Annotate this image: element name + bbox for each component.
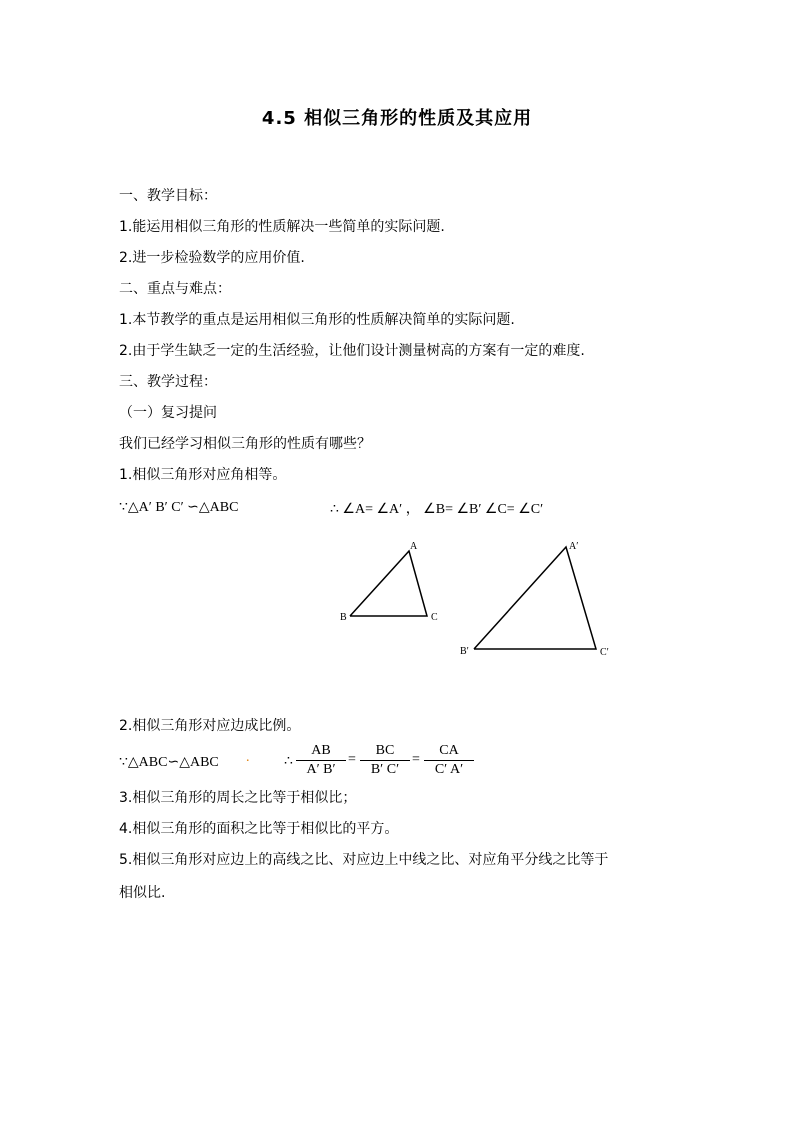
equals-1: = xyxy=(348,752,356,767)
property-2-given: ∵△ABC∽△ABC xyxy=(119,755,219,770)
large-triangle-label-a: A′ xyxy=(569,541,579,552)
equals-2: = xyxy=(412,752,420,767)
ratio-ca-denominator: C′ A′ xyxy=(434,762,464,777)
ratio-bc xyxy=(360,742,410,779)
ratio-bc-denominator: B′ C′ xyxy=(370,762,400,777)
section-heading-key-points: 二、重点与难点： xyxy=(119,281,231,297)
subsection-review: （一）复习提问 xyxy=(119,405,217,421)
key-point-2: 2.由于学生缺乏一定的生活经验，让他们设计测量树高的方案有一定的难度. xyxy=(119,343,585,359)
ratio-bc-numerator: BC xyxy=(360,742,410,761)
page-title: 4.5 相似三角形的性质及其应用 xyxy=(261,108,533,129)
large-triangle xyxy=(474,547,596,649)
small-triangle-label-c: C xyxy=(431,612,438,623)
small-triangle xyxy=(350,551,427,616)
ratio-ca xyxy=(424,742,474,779)
property-4: 4.相似三角形的面积之比等于相似比的平方。 xyxy=(119,821,399,837)
property-2: 2.相似三角形对应边成比例。 xyxy=(119,718,301,734)
section-heading-objectives: 一、教学目标： xyxy=(119,188,217,204)
ratio-ca-numerator: CA xyxy=(424,742,474,761)
property-5-line-1: 5.相似三角形对应边上的高线之比、对应边上中线之比、对应角平分线之比等于 xyxy=(119,852,609,868)
objective-2: 2.进一步检验数学的应用价值. xyxy=(119,250,305,266)
section-heading-process: 三、教学过程： xyxy=(119,374,217,390)
small-triangle-label-a: A xyxy=(410,541,418,552)
property-1-conclusion: ∴ ∠A= ∠A′ ， ∠B= ∠B′ ∠C= ∠C′ xyxy=(330,502,544,517)
ratio-ab-denominator: A′ B′ xyxy=(306,762,336,777)
small-triangle-label-b: B xyxy=(340,612,347,623)
property-5-line-2: 相似比. xyxy=(119,885,166,901)
orange-dot: . xyxy=(246,750,250,765)
property-3: 3.相似三角形的周长之比等于相似比； xyxy=(119,790,357,806)
ratio-ab xyxy=(296,742,346,779)
objective-1: 1.能运用相似三角形的性质解决一些简单的实际问题. xyxy=(119,219,445,235)
large-triangle-label-c: C′ xyxy=(600,647,609,658)
ratio-ab-numerator: AB xyxy=(296,742,346,761)
property-1-given: ∵△A′ B′ C′ ∽△ABC xyxy=(119,500,239,515)
key-point-1: 1.本节教学的重点是运用相似三角形的性质解决简单的实际问题. xyxy=(119,312,515,328)
review-question: 我们已经学习相似三角形的性质有哪些？ xyxy=(119,436,371,452)
therefore-symbol: ∴ xyxy=(284,754,293,769)
property-1: 1.相似三角形对应角相等。 xyxy=(119,467,287,483)
large-triangle-label-b: B′ xyxy=(460,646,469,657)
